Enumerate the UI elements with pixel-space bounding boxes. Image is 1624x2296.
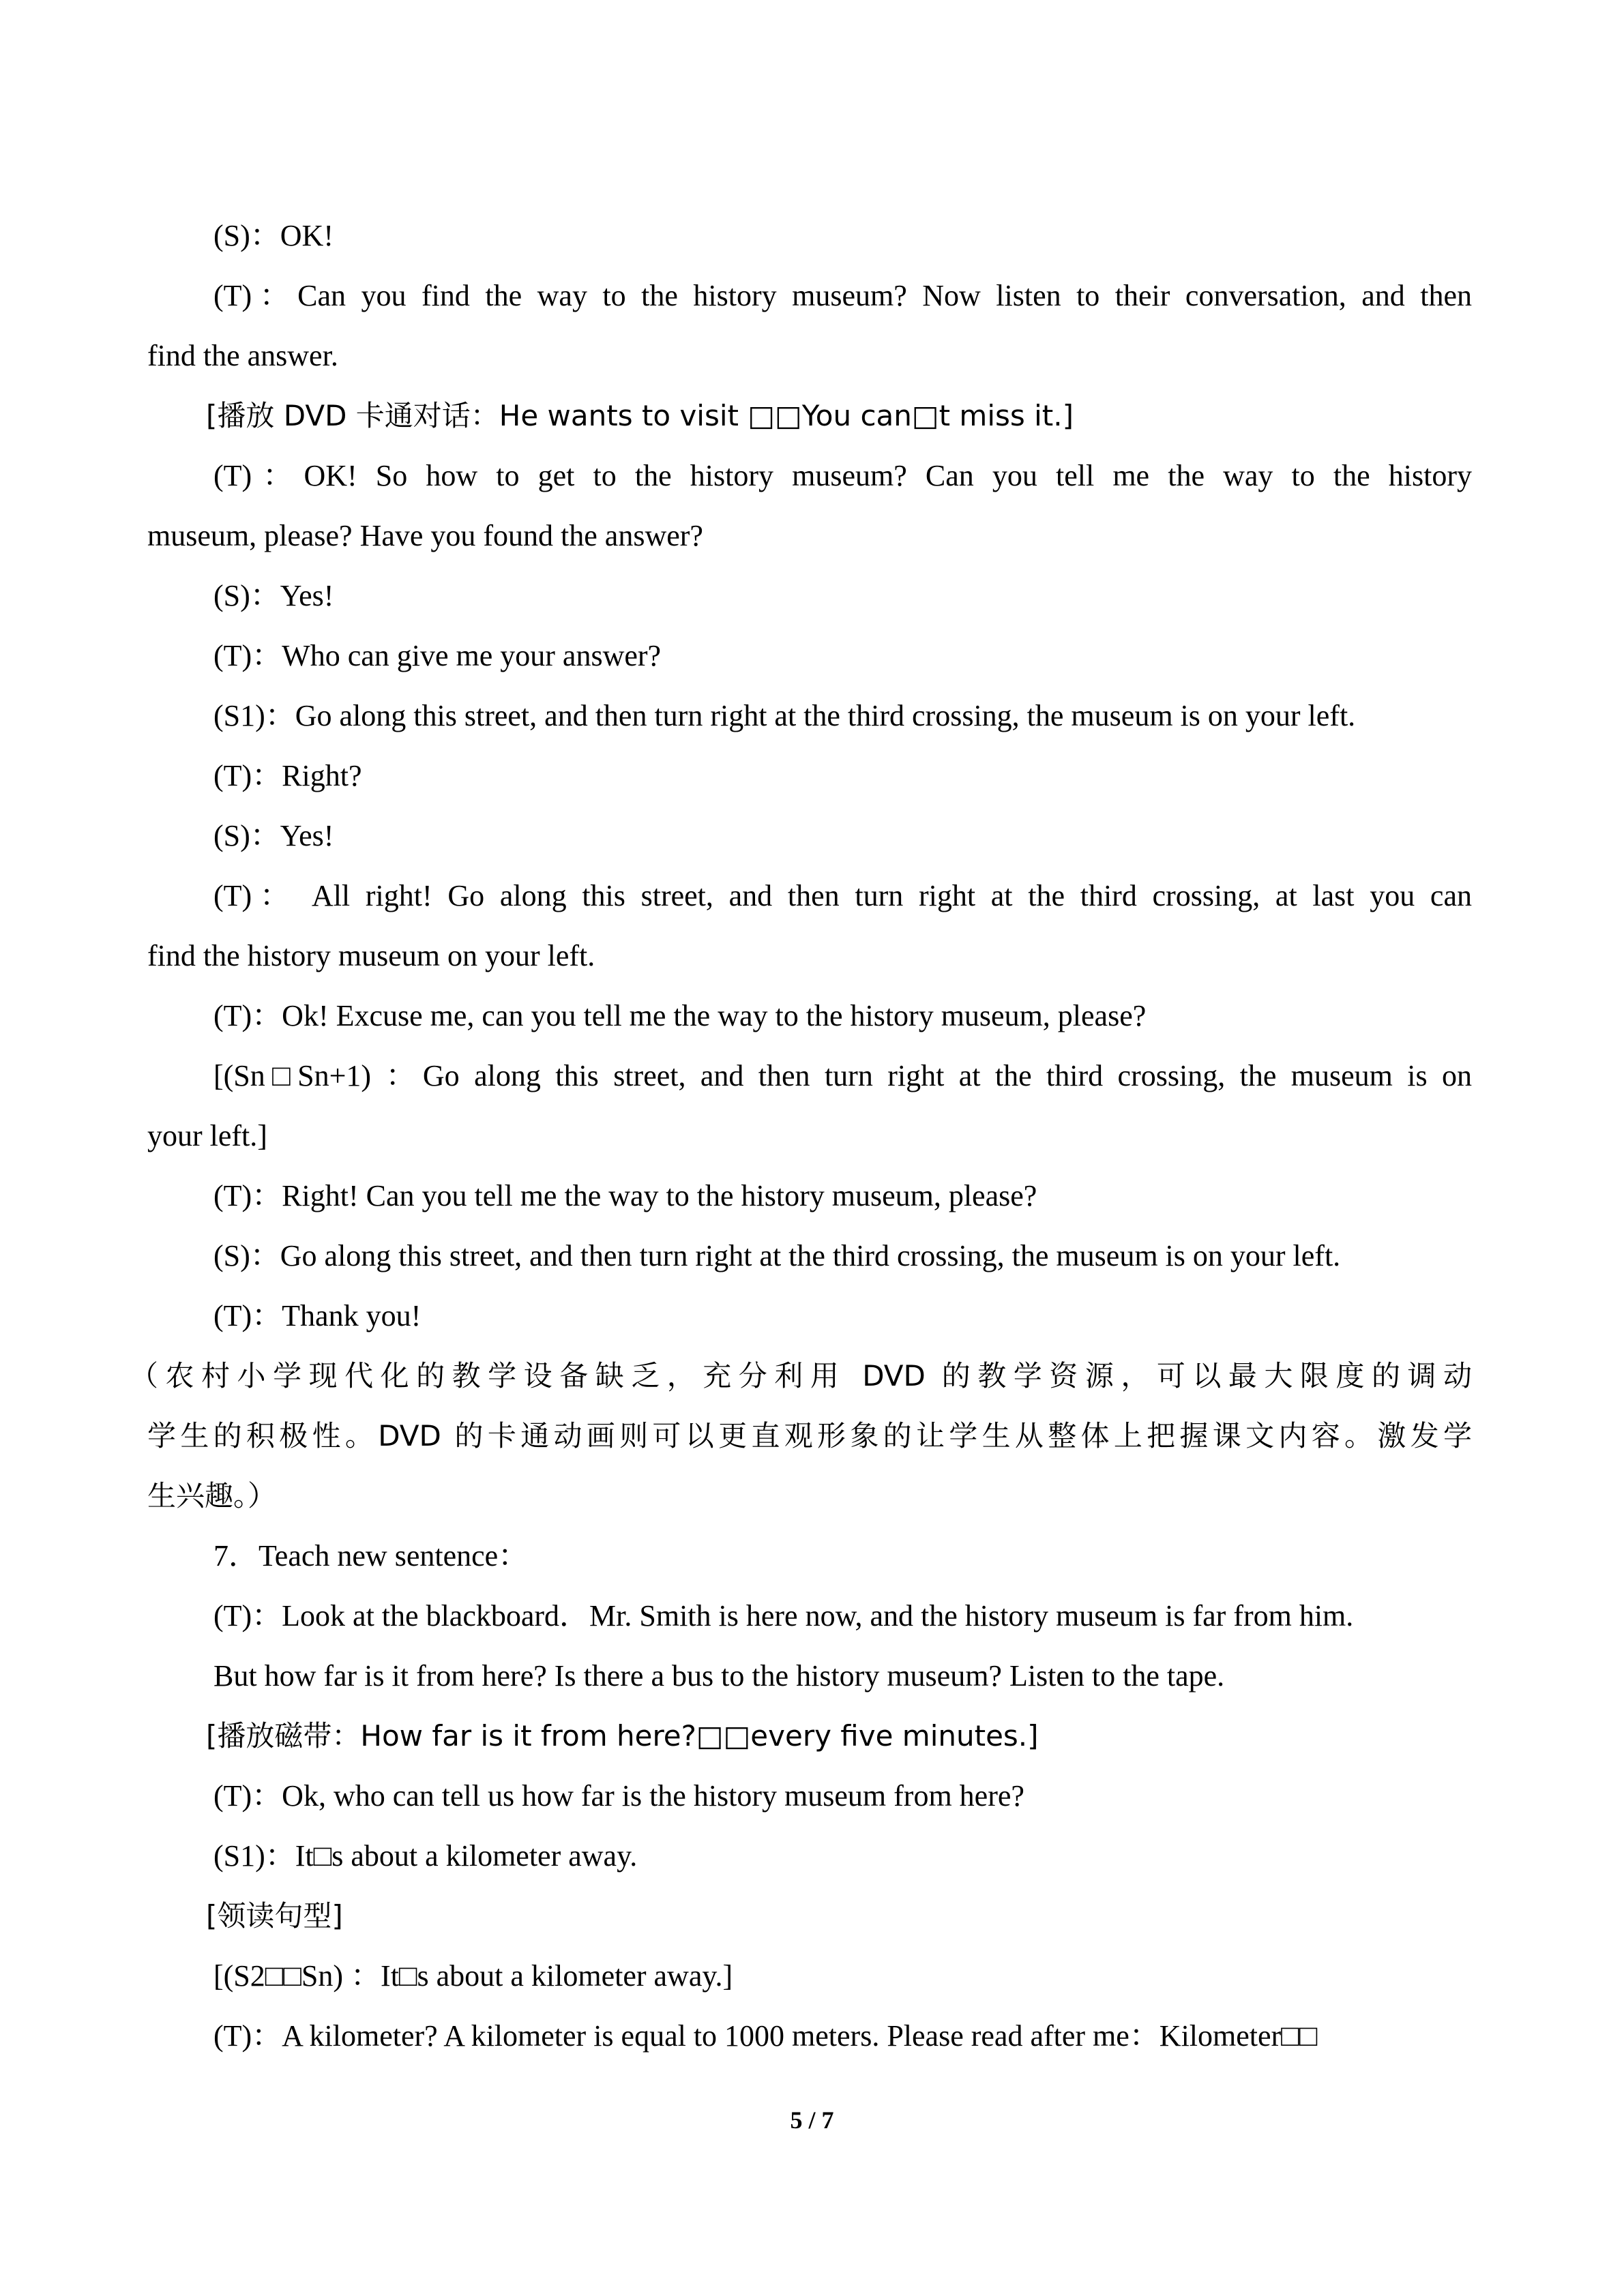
text-line: your left.] [147, 1119, 267, 1152]
text-line: 7．Teach new sentence： [213, 1539, 529, 1572]
text-line: (S1)：It□s about a kilometer away. [213, 1839, 638, 1873]
text-line: (T)：Can you find the way to the history museum? Now listen to their conversation, and then [213, 279, 1472, 312]
text-line: [领读句型] [206, 1899, 343, 1933]
text-line: (T)：Who can give me your answer? [213, 639, 662, 672]
text-line: （农村小学现代化的教学设备缺乏，充分利用 DVD 的教学资源，可以最大限度的调动 [130, 1359, 1472, 1392]
text-line: museum, please? Have you found the answer? [147, 519, 703, 552]
text-line: 生兴趣。） [147, 1479, 277, 1512]
text-line: (T)： All right! Go along this street, and then turn right at the third crossing, at last you can [213, 879, 1472, 912]
text-line: (T)：Ok! Excuse me, can you tell me the way to the history museum, please? [213, 999, 1147, 1032]
text-line: (T)：Ok, who can tell us how far is the history museum from here? [213, 1779, 1024, 1813]
text-line: (T)：Right! Can you tell me the way to the history museum, please? [213, 1179, 1037, 1212]
text-line: (S)：Yes! [213, 819, 334, 852]
text-line: (S)：OK! [213, 219, 334, 252]
text-line: [播放磁带：How far is it from here?□□every five minutes.] [206, 1719, 1039, 1753]
text-line: (S)：Yes! [213, 579, 334, 612]
text-line: (T)：Thank you! [213, 1299, 422, 1332]
text-line: find the history museum on your left. [147, 939, 595, 972]
text-line: (T)：Right? [213, 759, 362, 792]
page-number: 5 / 7 [790, 2106, 834, 2134]
text-line: (T)：OK! So how to get to the history museum? Can you tell me the way to the history [213, 459, 1472, 492]
text-line: find the answer. [147, 339, 338, 372]
text-line: (T)：Look at the blackboard．Mr. Smith is here now, and the history museum is far from him. [213, 1599, 1354, 1632]
text-line: (T)：A kilometer? A kilometer is equal to 1000 meters. Please read after me：Kilometer□□ [213, 2019, 1318, 2053]
text-line: But how far is it from here? Is there a bus to the history museum? Listen to the tape. [213, 1659, 1225, 1693]
text-line: 学生的积极性。DVD 的卡通动画则可以更直观形象的让学生从整体上把握课文内容。激发学 [147, 1419, 1472, 1452]
text-line: [(S2□□Sn) ：It□s about a kilometer away.] [213, 1959, 733, 1993]
text-line: [(Sn□Sn+1) ：Go along this street, and then turn right at the third crossing, the museum is on [213, 1059, 1472, 1092]
text-line: [播放 DVD 卡通对话：He wants to visit □□You can□t miss it.] [206, 399, 1074, 432]
text-line: (S1)：Go along this street, and then turn right at the third crossing, the museum is on your left. [213, 699, 1356, 732]
text-line: (S)：Go along this street, and then turn right at the third crossing, the museum is on your left. [213, 1239, 1341, 1272]
